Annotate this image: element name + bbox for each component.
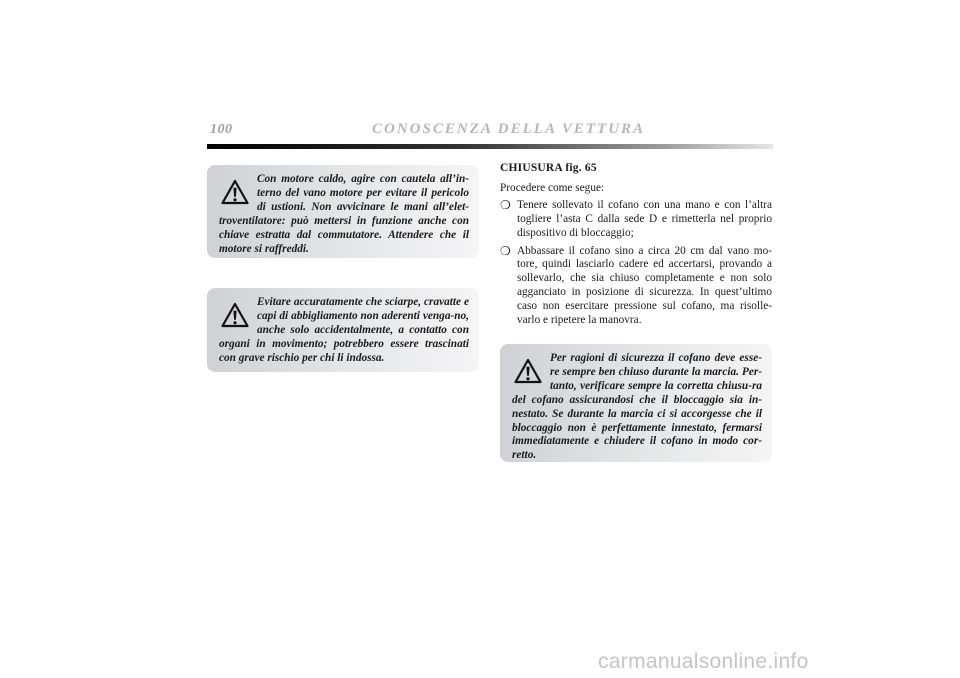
warning-triangle-icon [514, 358, 542, 384]
closing-section [500, 162, 772, 332]
header-rule [207, 144, 773, 149]
warning-triangle-icon [221, 179, 249, 205]
running-title: CONOSCENZA DELLA VETTURA [372, 121, 646, 137]
warning-text: Per ragioni di sicurezza il cofano deve esse-re sempre ben chiuso durante la marcia. Per-tanto, verificare sempre la corretta chiusu-ra del cofano assicurandosi che il bloccaggio sia in-nestato. Se durante la marcia ci si accorgesse che il bloccaggio non è perfettamente innestato, fermarsi immediatamente e chiudere il cofano in modo cor-retto. [512, 352, 762, 462]
warning-box-clothing [207, 288, 479, 372]
bullet-circle-icon: ❍ [500, 197, 511, 212]
section-intro: Procedere come segue: [500, 181, 605, 194]
bullet-circle-icon: ❍ [500, 243, 511, 258]
watermark: carmanualsonline.info [598, 650, 809, 673]
page-number: 100 [210, 122, 233, 137]
list-item [500, 199, 772, 241]
warning-text: Con motore caldo, agire con cautela all’in-terno del vano motore per evitare il pericolo di ustioni. Non avvicinare le mani all’elet-troventilatore: può mettersi in funzione anche con chiave estratta dal commutatore. Attendere che il motore si raffreddi. [219, 173, 469, 255]
list-item [500, 245, 772, 328]
warning-box-hood-safety [500, 344, 772, 462]
section-heading: CHIUSURA fig. 65 [500, 162, 597, 174]
warning-triangle-icon [221, 302, 249, 328]
warning-text: Evitare accuratamente che sciarpe, cravatte e capi di abbigliamento non aderenti venga-no, anche solo accidentalmente, a contatto con organi in movimento; potrebbero essere trascinati con grave rischio per chi li indossa. [219, 296, 469, 364]
warning-box-hot-engine [207, 165, 479, 258]
step-text: Abbassare il cofano sino a circa 20 cm dal vano mo-tore, quindi lasciarlo cadere ed accertarsi, provando a sollevarlo, che sia chiuso completamente e non solo agganciato in posizione di sicurezza. In quest’ultimo caso non esercitare pressione sul cofano, ma risolle-varlo e ripetere la manovra. [517, 244, 772, 327]
step-text: Tenere sollevato il cofano con una mano e con l’altra togliere l’asta C dalla sede D e rimetterla nel proprio dispositivo di bloccaggio; [517, 198, 772, 239]
